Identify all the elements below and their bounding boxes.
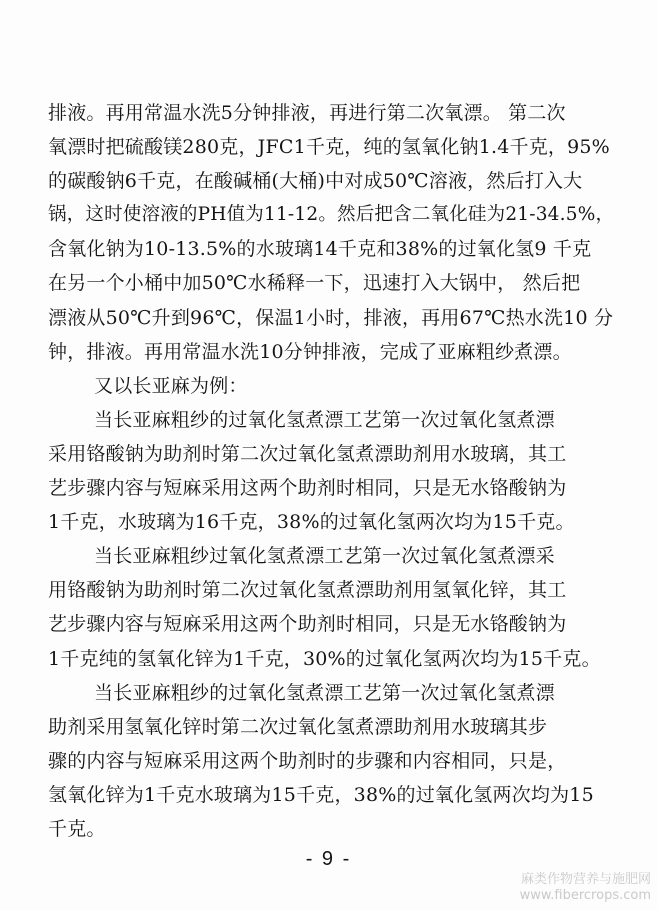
text-line: 排液。再用常温水洗5分钟排液，再进行第二次氧漂。 第二次 [48, 102, 566, 124]
text-line: 骤的内容与短麻采用这两个助剂时的步骤和内容相同，只是， [48, 750, 567, 772]
text-line: 锅，这时使溶液的PH值为11-12。然后把含二氧化硅为21-34.5%， [48, 204, 615, 225]
page-number: - 9 - [305, 848, 352, 870]
watermark-url: www.fibercrops.com [519, 888, 651, 903]
text-line: 助剂采用氢氧化锌时第二次过氧化氢煮漂助剂用水玻璃其步 [48, 716, 548, 738]
watermark [520, 872, 651, 904]
text-line: 艺步骤内容与短麻采用这两个助剂时相同，只是无水铬酸钠为 [48, 613, 567, 635]
watermark-site-name: 麻类作物营养与施肥网 [520, 872, 651, 887]
text-line: 1千克，水玻璃为16千克，38%的过氧化氢两次均为15千克。 [48, 511, 575, 533]
text-line: 氢氧化锌为1千克水玻璃为15千克，38%的过氧化氢两次均为15 [48, 784, 594, 806]
text-line: 用铬酸钠为助剂时第二次过氧化氢煮漂助剂用氢氧化锌，其工 [48, 579, 567, 601]
text-line: 当长亚麻粗纱的过氧化氢煮漂工艺第一次过氧化氢煮漂 [94, 682, 555, 704]
text-line: 1千克纯的氢氧化锌为1千克，30%的过氧化氢两次均为15千克。 [48, 648, 601, 670]
text-line: 含氧化钠为10-13.5%的水玻璃14千克和38%的过氧化氢9 千克 [48, 238, 592, 260]
text-line: 氧漂时把硫酸镁280克，JFC1千克，纯的氢氧化钠1.4千克，95% [48, 136, 610, 158]
text-line: 采用铬酸钠为助剂时第二次过氧化氢煮漂助剂用水玻璃，其工 [48, 443, 567, 465]
text-line: 在另一个小桶中加50℃水稀释一下，迅速打入大锅中， 然后把 [48, 272, 581, 294]
text-line: 千克。 [48, 818, 106, 840]
text-line: 的碳酸钠6千克，在酸碱桶(大桶)中对成50℃溶液，然后打入大 [48, 170, 583, 192]
text-line: 钟，排液。再用常温水洗10分钟排液，完成了亚麻粗纱煮漂。 [48, 341, 572, 363]
text-line: 又以长亚麻为例： [94, 375, 248, 397]
text-line: 当长亚麻粗纱过氧化氢煮漂工艺第一次过氧化氢煮漂采 [94, 545, 555, 567]
text-line: 漂液从50℃升到96℃，保温1小时，排液，再用67℃热水洗10 分 [48, 307, 614, 329]
text-line: 艺步骤内容与短麻采用这两个助剂时相同，只是无水铬酸钠为 [48, 477, 567, 499]
text-line: 当长亚麻粗纱的过氧化氢煮漂工艺第一次过氧化氢煮漂 [94, 409, 555, 431]
